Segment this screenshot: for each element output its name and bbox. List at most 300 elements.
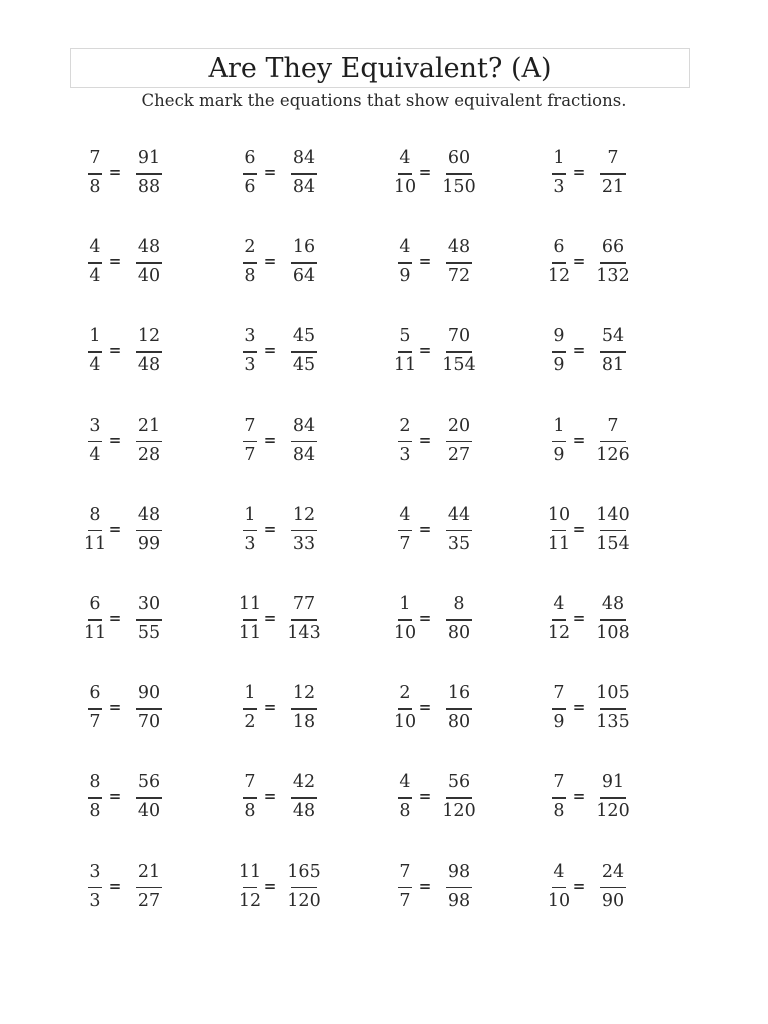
fraction-equation	[535, 144, 675, 204]
left-denominator: 7	[244, 444, 256, 465]
left-denominator: 8	[399, 801, 411, 822]
right-fraction	[280, 679, 328, 739]
right-numerator: 12	[292, 504, 316, 525]
right-numerator: 84	[292, 148, 316, 168]
fraction-equation	[381, 768, 521, 828]
fraction-bar	[446, 619, 472, 621]
equals-sign: =	[108, 876, 122, 895]
fraction-bar	[600, 530, 626, 532]
right-numerator: 48	[137, 237, 161, 258]
left-denominator: 9	[553, 444, 565, 465]
equals-sign: =	[572, 519, 586, 538]
right-numerator: 45	[292, 326, 316, 347]
fraction-bar	[600, 262, 626, 264]
right-numerator: 98	[447, 861, 471, 882]
left-numerator: 1	[553, 415, 565, 436]
fraction-bar	[243, 351, 257, 353]
right-fraction	[589, 501, 637, 561]
right-denominator: 99	[137, 533, 161, 554]
right-fraction	[280, 590, 328, 650]
equals-sign: =	[263, 252, 277, 271]
fraction-equation	[535, 322, 675, 382]
equals-sign: =	[572, 698, 586, 717]
fraction-bar	[552, 262, 566, 264]
left-numerator: 1	[244, 504, 256, 525]
right-fraction	[589, 590, 637, 650]
fraction-equation	[381, 679, 521, 739]
equals-sign: =	[572, 609, 586, 627]
right-denominator: 84	[292, 177, 316, 197]
fraction-bar	[552, 441, 566, 443]
fraction-equation	[71, 768, 211, 828]
left-numerator: 1	[399, 594, 411, 614]
fraction-bar	[600, 351, 626, 353]
right-fraction	[435, 501, 483, 561]
right-fraction	[125, 858, 173, 918]
right-denominator: 48	[137, 355, 161, 376]
left-numerator: 6	[244, 148, 256, 168]
right-denominator: 98	[447, 890, 471, 911]
right-denominator: 126	[596, 444, 630, 465]
right-numerator: 70	[447, 326, 471, 347]
right-fraction	[125, 679, 173, 739]
fraction-bar	[552, 887, 566, 889]
right-fraction	[125, 412, 173, 472]
left-denominator: 9	[553, 712, 565, 733]
right-denominator: 70	[137, 712, 161, 733]
fraction-bar	[291, 530, 317, 532]
left-numerator: 2	[399, 415, 411, 436]
fraction-bar	[136, 351, 162, 353]
left-numerator: 7	[553, 683, 565, 704]
right-denominator: 72	[447, 266, 471, 287]
equals-sign: =	[418, 787, 432, 806]
left-numerator: 6	[89, 683, 101, 704]
left-numerator: 4	[553, 861, 565, 882]
fraction-bar	[398, 887, 412, 889]
right-denominator: 88	[137, 177, 161, 197]
right-fraction	[280, 412, 328, 472]
right-numerator: 16	[447, 683, 471, 704]
fraction-bar	[600, 797, 626, 799]
right-denominator: 120	[442, 801, 476, 822]
fraction-bar	[600, 619, 626, 621]
right-fraction	[280, 768, 328, 828]
right-denominator: 90	[601, 890, 625, 911]
fraction-equation	[71, 412, 211, 472]
right-numerator: 56	[447, 772, 471, 793]
fraction-bar	[398, 530, 412, 532]
right-denominator: 132	[596, 266, 630, 287]
left-numerator: 4	[399, 772, 411, 793]
left-numerator: 10	[547, 504, 571, 525]
right-fraction	[589, 858, 637, 918]
right-denominator: 81	[601, 355, 625, 376]
left-numerator: 7	[244, 772, 256, 793]
right-numerator: 56	[137, 772, 161, 793]
right-fraction	[435, 679, 483, 739]
left-numerator: 8	[89, 504, 101, 525]
left-denominator: 9	[553, 355, 565, 376]
fraction-bar	[398, 262, 412, 264]
fraction-bar	[446, 530, 472, 532]
fraction-bar	[88, 262, 102, 264]
fraction-bar	[600, 708, 626, 710]
right-denominator: 28	[137, 444, 161, 465]
fraction-bar	[291, 887, 317, 889]
right-denominator: 27	[137, 890, 161, 911]
left-numerator: 4	[399, 148, 411, 168]
equals-sign: =	[418, 609, 432, 627]
right-fraction	[589, 144, 637, 204]
left-denominator: 2	[244, 712, 256, 733]
left-numerator: 11	[238, 861, 262, 882]
equals-sign: =	[263, 787, 277, 806]
fraction-bar	[136, 173, 162, 175]
fraction-equation	[381, 412, 521, 472]
left-denominator: 3	[89, 890, 101, 911]
left-numerator: 7	[89, 148, 101, 168]
left-numerator: 3	[89, 861, 101, 882]
left-numerator: 7	[244, 415, 256, 436]
left-numerator: 2	[244, 237, 256, 258]
right-numerator: 21	[137, 861, 161, 882]
left-numerator: 1	[553, 148, 565, 168]
right-fraction	[280, 858, 328, 918]
right-fraction	[435, 233, 483, 293]
fraction-bar	[136, 530, 162, 532]
right-fraction	[280, 501, 328, 561]
right-fraction	[435, 768, 483, 828]
fraction-equation	[535, 233, 675, 293]
right-denominator: 55	[137, 623, 161, 643]
fraction-bar	[600, 173, 626, 175]
fraction-bar	[243, 441, 257, 443]
fraction-bar	[552, 619, 566, 621]
right-fraction	[280, 233, 328, 293]
fraction-equation	[535, 590, 675, 650]
right-numerator: 7	[607, 415, 619, 436]
left-denominator: 3	[553, 177, 565, 197]
fraction-bar	[398, 351, 412, 353]
equals-sign: =	[263, 430, 277, 449]
fraction-bar	[88, 530, 102, 532]
left-denominator: 10	[547, 890, 571, 911]
right-numerator: 90	[137, 683, 161, 704]
fraction-bar	[88, 173, 102, 175]
right-denominator: 135	[596, 712, 630, 733]
right-denominator: 120	[596, 801, 630, 822]
fraction-bar	[243, 262, 257, 264]
equals-sign: =	[108, 341, 122, 360]
right-fraction	[280, 322, 328, 382]
right-denominator: 143	[287, 623, 321, 643]
equals-sign: =	[108, 787, 122, 806]
fraction-equation	[226, 322, 366, 382]
right-numerator: 60	[447, 148, 471, 168]
right-fraction	[125, 144, 173, 204]
equals-sign: =	[572, 341, 586, 360]
right-numerator: 91	[137, 148, 161, 168]
fraction-bar	[136, 797, 162, 799]
right-fraction	[435, 322, 483, 382]
fraction-bar	[291, 619, 317, 621]
fraction-bar	[136, 441, 162, 443]
fraction-bar	[552, 530, 566, 532]
equals-sign: =	[108, 609, 122, 627]
left-denominator: 3	[399, 444, 411, 465]
equals-sign: =	[572, 787, 586, 806]
right-numerator: 48	[601, 594, 625, 614]
left-numerator: 2	[399, 683, 411, 704]
left-denominator: 8	[244, 801, 256, 822]
fraction-equation	[226, 768, 366, 828]
right-denominator: 154	[442, 355, 476, 376]
equals-sign: =	[572, 252, 586, 271]
right-numerator: 12	[137, 326, 161, 347]
right-denominator: 48	[292, 801, 316, 822]
left-denominator: 10	[393, 177, 417, 197]
fraction-equation	[535, 858, 675, 918]
fraction-bar	[88, 797, 102, 799]
fraction-bar	[552, 351, 566, 353]
fraction-bar	[243, 708, 257, 710]
right-numerator: 165	[287, 861, 321, 882]
left-denominator: 8	[89, 177, 101, 197]
fraction-bar	[243, 797, 257, 799]
right-fraction	[125, 501, 173, 561]
right-denominator: 80	[447, 712, 471, 733]
left-denominator: 3	[244, 533, 256, 554]
fraction-equation	[226, 679, 366, 739]
fraction-equation	[381, 501, 521, 561]
equals-sign: =	[418, 519, 432, 538]
left-denominator: 11	[83, 623, 107, 643]
right-fraction	[435, 858, 483, 918]
right-denominator: 35	[447, 533, 471, 554]
right-denominator: 150	[442, 177, 476, 197]
fraction-bar	[243, 619, 257, 621]
fraction-equation	[71, 233, 211, 293]
right-numerator: 54	[601, 326, 625, 347]
right-numerator: 42	[292, 772, 316, 793]
left-denominator: 11	[83, 533, 107, 554]
right-denominator: 33	[292, 533, 316, 554]
fraction-bar	[291, 351, 317, 353]
right-fraction	[589, 322, 637, 382]
equals-sign: =	[572, 876, 586, 895]
fraction-bar	[446, 441, 472, 443]
fraction-bar	[600, 887, 626, 889]
fraction-bar	[398, 441, 412, 443]
fraction-equation	[381, 590, 521, 650]
right-denominator: 40	[137, 801, 161, 822]
left-denominator: 4	[89, 266, 101, 287]
fraction-equation	[71, 858, 211, 918]
fraction-equation	[71, 501, 211, 561]
left-numerator: 1	[244, 683, 256, 704]
left-denominator: 4	[89, 355, 101, 376]
equals-sign: =	[108, 252, 122, 271]
fraction-bar	[600, 441, 626, 443]
right-denominator: 80	[447, 623, 471, 643]
equals-sign: =	[263, 519, 277, 538]
fraction-bar	[446, 262, 472, 264]
right-numerator: 91	[601, 772, 625, 793]
fraction-bar	[552, 797, 566, 799]
right-numerator: 44	[447, 504, 471, 525]
fraction-bar	[243, 530, 257, 532]
fraction-bar	[88, 887, 102, 889]
fraction-bar	[88, 351, 102, 353]
right-fraction	[435, 412, 483, 472]
left-numerator: 8	[89, 772, 101, 793]
fraction-equation	[535, 412, 675, 472]
left-numerator: 5	[399, 326, 411, 347]
fraction-bar	[291, 797, 317, 799]
fraction-equation	[71, 144, 211, 204]
right-numerator: 7	[607, 148, 619, 168]
right-denominator: 45	[292, 355, 316, 376]
left-numerator: 3	[244, 326, 256, 347]
fraction-bar	[88, 441, 102, 443]
right-numerator: 84	[292, 415, 316, 436]
fraction-equation	[535, 679, 675, 739]
right-numerator: 48	[447, 237, 471, 258]
fraction-equation	[535, 768, 675, 828]
equals-sign: =	[572, 430, 586, 449]
worksheet-instructions: Check mark the equations that show equivalent fractions.	[141, 91, 627, 110]
right-fraction	[125, 768, 173, 828]
right-denominator: 108	[596, 623, 630, 643]
left-denominator: 7	[399, 533, 411, 554]
left-denominator: 12	[547, 623, 571, 643]
right-denominator: 154	[596, 533, 630, 554]
right-fraction	[589, 412, 637, 472]
fraction-bar	[552, 708, 566, 710]
left-denominator: 11	[547, 533, 571, 554]
left-numerator: 1	[89, 326, 101, 347]
equals-sign: =	[108, 519, 122, 538]
fraction-bar	[291, 708, 317, 710]
equals-sign: =	[108, 698, 122, 717]
right-numerator: 21	[137, 415, 161, 436]
right-numerator: 20	[447, 415, 471, 436]
left-denominator: 8	[553, 801, 565, 822]
fraction-bar	[136, 262, 162, 264]
fraction-bar	[291, 441, 317, 443]
fraction-bar	[446, 797, 472, 799]
fraction-equation	[226, 590, 366, 650]
fraction-bar	[446, 708, 472, 710]
left-denominator: 3	[244, 355, 256, 376]
right-denominator: 40	[137, 266, 161, 287]
fraction-bar	[136, 619, 162, 621]
equals-sign: =	[108, 430, 122, 449]
fraction-bar	[291, 262, 317, 264]
fraction-equation	[381, 233, 521, 293]
right-denominator: 120	[287, 890, 321, 911]
left-denominator: 4	[89, 444, 101, 465]
left-numerator: 3	[89, 415, 101, 436]
left-numerator: 7	[553, 772, 565, 793]
fraction-bar	[398, 797, 412, 799]
equals-sign: =	[263, 163, 277, 181]
left-denominator: 10	[393, 623, 417, 643]
left-numerator: 6	[553, 237, 565, 258]
fraction-bar	[291, 173, 317, 175]
right-fraction	[435, 590, 483, 650]
left-denominator: 12	[547, 266, 571, 287]
right-fraction	[589, 233, 637, 293]
equals-sign: =	[263, 609, 277, 627]
equals-sign: =	[418, 163, 432, 181]
right-denominator: 84	[292, 444, 316, 465]
right-denominator: 18	[292, 712, 316, 733]
fraction-bar	[136, 887, 162, 889]
left-denominator: 7	[399, 890, 411, 911]
fraction-bar	[136, 708, 162, 710]
fraction-equation	[71, 590, 211, 650]
fraction-bar	[398, 619, 412, 621]
right-fraction	[125, 590, 173, 650]
right-fraction	[280, 144, 328, 204]
right-fraction	[125, 322, 173, 382]
left-denominator: 9	[399, 266, 411, 287]
fraction-bar	[88, 708, 102, 710]
right-fraction	[589, 679, 637, 739]
fraction-bar	[398, 173, 412, 175]
left-numerator: 7	[399, 861, 411, 882]
right-denominator: 27	[447, 444, 471, 465]
fraction-bar	[243, 887, 257, 889]
fraction-equation	[226, 144, 366, 204]
left-denominator: 11	[238, 623, 262, 643]
fraction-equation	[226, 858, 366, 918]
fraction-bar	[446, 887, 472, 889]
left-denominator: 11	[393, 355, 417, 376]
worksheet-title: Are They Equivalent? (A)	[208, 52, 552, 84]
right-numerator: 140	[596, 504, 630, 525]
right-numerator: 30	[137, 594, 161, 614]
right-numerator: 77	[292, 594, 316, 614]
left-denominator: 8	[244, 266, 256, 287]
left-numerator: 6	[89, 594, 101, 614]
fraction-bar	[243, 173, 257, 175]
right-fraction	[125, 233, 173, 293]
equals-sign: =	[263, 698, 277, 717]
fraction-equation	[381, 322, 521, 382]
left-numerator: 4	[89, 237, 101, 258]
left-denominator: 7	[89, 712, 101, 733]
left-numerator: 9	[553, 326, 565, 347]
fraction-bar	[398, 708, 412, 710]
left-denominator: 6	[244, 177, 256, 197]
equals-sign: =	[418, 341, 432, 360]
right-numerator: 8	[453, 594, 465, 614]
left-numerator: 4	[399, 237, 411, 258]
equals-sign: =	[263, 876, 277, 895]
fraction-bar	[552, 173, 566, 175]
equals-sign: =	[418, 252, 432, 271]
right-numerator: 48	[137, 504, 161, 525]
left-numerator: 4	[553, 594, 565, 614]
left-numerator: 11	[238, 594, 262, 614]
equals-sign: =	[418, 876, 432, 895]
fraction-equation	[226, 233, 366, 293]
equals-sign: =	[108, 163, 122, 181]
right-numerator: 105	[596, 683, 630, 704]
